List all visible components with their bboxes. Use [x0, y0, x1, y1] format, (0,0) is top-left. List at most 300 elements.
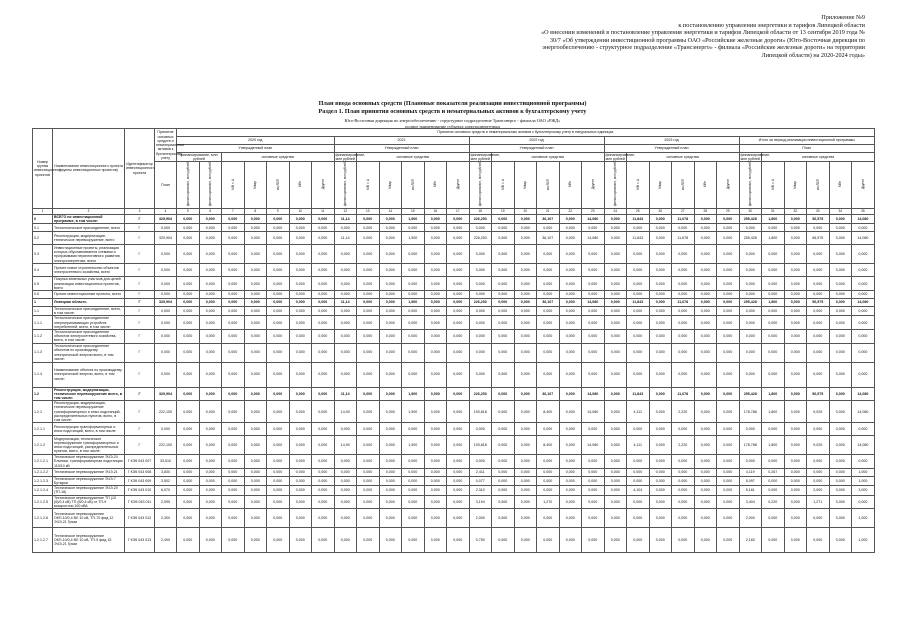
row-value: 0,000 — [852, 245, 875, 264]
row-value: 0,000 — [334, 316, 357, 330]
unit-label: км ЛЭП — [410, 178, 415, 191]
row-value: 0,000 — [469, 316, 492, 330]
row-code: 0.2 — [33, 232, 53, 245]
row-value: 0,000 — [784, 224, 807, 232]
row-value: 5,097 — [739, 476, 762, 485]
row-value: 0,000 — [289, 476, 312, 485]
row-value: 0,000 — [492, 245, 515, 264]
row-value: 0,077 — [469, 476, 492, 485]
row-value: 0,000 — [199, 387, 222, 401]
row-value: 0,000 — [267, 362, 290, 387]
row-value: 0,000 — [267, 486, 290, 495]
row-value: 0,000 — [357, 329, 380, 343]
row-value: 11,678 — [672, 298, 695, 306]
row-value: 0,000 — [649, 245, 672, 264]
row-code: 0.4 — [33, 264, 53, 277]
row-code: 1.2.1.2.6 — [33, 509, 53, 528]
row-value: 0,000 — [447, 343, 470, 362]
row-value: 0,000 — [379, 343, 402, 362]
row-value: 0,000 — [222, 387, 245, 401]
row-value: 0,000 — [492, 232, 515, 245]
col-header-code: Номер группы инвестиционных проектов — [33, 129, 53, 209]
row-name: Техническое перевооружение ЭЧЭ-21 — [53, 468, 125, 476]
row-value: 0,000 — [244, 277, 267, 291]
row-value: 0,000 — [222, 468, 245, 476]
plan-label: Утвержденный план — [604, 145, 739, 153]
row-value: 56,575 — [807, 232, 830, 245]
row-name: Технологическое присоединение, всего, в том числе: — [53, 306, 125, 315]
row-value: 0,000 — [717, 455, 740, 469]
row-value: 0,000 — [672, 455, 695, 469]
row-value: 0,000 — [694, 528, 717, 553]
row-value: 0,000 — [177, 468, 200, 476]
unit-label: Другое — [725, 179, 730, 190]
basic-assets-header: основные средства — [222, 153, 335, 162]
row-value: 0,000 — [424, 232, 447, 245]
row-value: 0,000 — [717, 476, 740, 485]
row-value: 0,000 — [379, 528, 402, 553]
row-value: 9,025 — [807, 436, 830, 455]
appendix-header — [485, 14, 865, 60]
row-value: 0,000 — [312, 436, 335, 455]
row-value: 0,000 — [222, 362, 245, 387]
unit-header — [244, 162, 267, 209]
row-value: 0,000 — [177, 306, 200, 315]
row-value: 0,000 — [627, 329, 650, 343]
row-value: 0,000 — [807, 224, 830, 232]
row-value: 0,000 — [177, 528, 200, 553]
row-value: 0,000 — [199, 306, 222, 315]
row-value: 0,000 — [762, 290, 785, 298]
row-value: 0,000 — [244, 528, 267, 553]
row-value: 0,000 — [672, 423, 695, 436]
row-plan-value: 0,000 — [155, 290, 177, 298]
row-value: 0,000 — [649, 306, 672, 315]
row-value: 0,000 — [244, 495, 267, 509]
row-value: 0,000 — [604, 343, 627, 362]
row-value: 0,000 — [604, 401, 627, 423]
row-value: 0,000 — [177, 423, 200, 436]
row-code: 1.1 — [33, 306, 53, 315]
row-value: 0,000 — [559, 264, 582, 277]
row-value: 0,000 — [357, 387, 380, 401]
row-value: 0,000 — [177, 214, 200, 223]
row-value: 0,000 — [514, 245, 537, 264]
row-value: 0,000 — [604, 468, 627, 476]
row-value: 0,000 — [694, 436, 717, 455]
row-value: 0,000 — [357, 423, 380, 436]
row-value: 0,000 — [514, 290, 537, 298]
unit-label: Другое — [320, 179, 325, 190]
row-value: 0,000 — [244, 214, 267, 223]
row-value: 0,000 — [334, 290, 357, 298]
row-identifier: Г — [125, 298, 155, 306]
row-value: 0,000 — [604, 476, 627, 485]
unit-label: финансирование, млн рублей — [185, 162, 190, 207]
row-value: 0,000 — [492, 264, 515, 277]
row-value: 0,000 — [267, 528, 290, 553]
row-value: 0,000 — [739, 224, 762, 232]
row-value: 0,000 — [559, 495, 582, 509]
row-value: 0,000 — [672, 495, 695, 509]
row-value: 1,900 — [402, 298, 425, 306]
row-value: 0,000 — [199, 290, 222, 298]
row-value: 0,000 — [649, 277, 672, 291]
row-value: 0,000 — [627, 495, 650, 509]
row-value: 0,000 — [514, 455, 537, 469]
row-value: 0,000 — [649, 486, 672, 495]
row-value: 14,080 — [582, 298, 605, 306]
row-value: 0,000 — [739, 329, 762, 343]
row-value: 0,000 — [267, 495, 290, 509]
row-value: 0,000 — [537, 277, 560, 291]
unit-label: Мвар — [253, 180, 258, 189]
basic-assets-header: основные средства — [627, 153, 740, 162]
row-value: 0,000 — [514, 468, 537, 476]
row-value: 0,000 — [604, 528, 627, 553]
row-value: 0,000 — [604, 232, 627, 245]
row-name: Реконструкция, модернизация, техническое перевооружение всего, в том числе: — [53, 387, 125, 401]
row-plan-value: 329,904 — [155, 232, 177, 245]
row-value: 0,000 — [312, 277, 335, 291]
row-value: 0,000 — [829, 387, 852, 401]
row-plan-value: 222,100 — [155, 436, 177, 455]
row-value: 0,000 — [289, 277, 312, 291]
row-value: 0,000 — [672, 290, 695, 298]
row-value: 0,000 — [312, 476, 335, 485]
row-value: 0,000 — [514, 401, 537, 423]
row-value: 0,000 — [649, 224, 672, 232]
row-value: 0,000 — [627, 528, 650, 553]
row-value: 0,000 — [312, 455, 335, 469]
col-header-plan: Принятие основных средств и нематериальных активов к бухгалтерскому учету — [155, 129, 177, 162]
row-value: 0,000 — [514, 306, 537, 315]
row-value: 0,000 — [672, 362, 695, 387]
row-value: 0,000 — [244, 455, 267, 469]
row-value: 1,800 — [762, 436, 785, 455]
row-value: 0,000 — [604, 214, 627, 223]
row-value: 1,000 — [852, 509, 875, 528]
row-value: 0,000 — [199, 401, 222, 423]
row-value: 0,000 — [402, 316, 425, 330]
row-value: 8,400 — [537, 436, 560, 455]
row-value: 0,000 — [222, 316, 245, 330]
row-value: 0,000 — [807, 455, 830, 469]
row-value: 0,000 — [604, 245, 627, 264]
table-row — [33, 495, 875, 509]
row-value: 0,000 — [222, 214, 245, 223]
row-value: 0,000 — [334, 486, 357, 495]
row-value: 0,000 — [649, 290, 672, 298]
row-value: 0,000 — [672, 224, 695, 232]
row-name: Покупка земельных участков для целей реализации инвестиционных проектов, всего — [53, 277, 125, 291]
row-value: 0,000 — [694, 362, 717, 387]
row-value: 0,000 — [852, 495, 875, 509]
row-value: 0,000 — [829, 298, 852, 306]
row-value: 0,000 — [199, 486, 222, 495]
row-value: 0,000 — [672, 528, 695, 553]
row-value: 0,000 — [514, 329, 537, 343]
row-value: 0,000 — [829, 290, 852, 298]
row-identifier: Г — [125, 401, 155, 423]
row-value: 2,000 — [469, 509, 492, 528]
row-value: 0,000 — [357, 455, 380, 469]
row-value: 0,000 — [447, 264, 470, 277]
column-index: 34 — [829, 208, 852, 214]
row-value: 0,000 — [784, 329, 807, 343]
row-value: 0,000 — [537, 486, 560, 495]
row-value: 0,000 — [447, 298, 470, 306]
row-value: 0,000 — [312, 509, 335, 528]
row-value: 0,000 — [627, 264, 650, 277]
row-value: 0,000 — [807, 343, 830, 362]
row-value: 0,000 — [492, 277, 515, 291]
row-value: 0,000 — [784, 528, 807, 553]
column-index: 17 — [447, 208, 470, 214]
row-value: 0,000 — [289, 290, 312, 298]
row-value: 0,000 — [379, 316, 402, 330]
row-value: 0,000 — [762, 455, 785, 469]
row-value: 0,000 — [402, 468, 425, 476]
row-plan-value: 329,904 — [155, 214, 177, 223]
unit-label: финансирование, млн рублей — [343, 162, 348, 207]
row-plan-value: 0,000 — [155, 423, 177, 436]
row-value: 0,000 — [402, 224, 425, 232]
row-value: 0,000 — [402, 245, 425, 264]
row-value: 0,000 — [334, 224, 357, 232]
row-value: 0,000 — [402, 486, 425, 495]
row-value: 0,000 — [424, 290, 447, 298]
row-value: 0,000 — [672, 509, 695, 528]
unit-header — [717, 162, 740, 209]
row-value: 0,000 — [762, 264, 785, 277]
table-row — [33, 436, 875, 455]
row-value: 0,000 — [402, 455, 425, 469]
finance-header: финансирование, млн рублей — [740, 153, 771, 162]
row-value: 0,000 — [829, 423, 852, 436]
row-value: 0,000 — [829, 362, 852, 387]
row-value: 0,000 — [649, 476, 672, 485]
column-index: 14 — [379, 208, 402, 214]
row-value: 0,000 — [289, 362, 312, 387]
row-value: 0,000 — [267, 245, 290, 264]
row-value: 0,000 — [537, 329, 560, 343]
row-value: 0,000 — [222, 476, 245, 485]
row-value: 0,000 — [807, 316, 830, 330]
row-value: 0,000 — [582, 528, 605, 553]
row-value: 0,000 — [559, 329, 582, 343]
row-value: 0,000 — [289, 316, 312, 330]
row-value: 0,000 — [447, 528, 470, 553]
unit-header — [402, 162, 425, 209]
row-value: 14,90 — [334, 436, 357, 455]
row-value: 0,000 — [312, 306, 335, 315]
row-value: 0,000 — [739, 245, 762, 264]
row-value: 0,000 — [357, 306, 380, 315]
row-identifier: Г — [125, 232, 155, 245]
row-value: 0,000 — [424, 362, 447, 387]
row-value: 0,000 — [199, 455, 222, 469]
table-row — [33, 306, 875, 315]
row-value: 0,000 — [672, 306, 695, 315]
row-value: 3,194 — [469, 495, 492, 509]
row-value: 0,000 — [559, 316, 582, 330]
row-value: 0,000 — [447, 468, 470, 476]
row-value: 0,000 — [559, 476, 582, 485]
row-value: 0,000 — [829, 277, 852, 291]
unit-label: Другое — [860, 179, 865, 190]
row-code: 1 — [33, 298, 53, 306]
row-value: 0,000 — [244, 486, 267, 495]
row-value: 0,000 — [807, 306, 830, 315]
row-code: 1.2 — [33, 387, 53, 401]
plan-label: Утвержденный план — [177, 145, 335, 153]
unit-header — [694, 162, 717, 209]
unit-label: МВ×А — [635, 179, 640, 191]
row-value: 0,000 — [177, 509, 200, 528]
row-value: 0,000 — [717, 329, 740, 343]
row-value: 0,000 — [222, 423, 245, 436]
row-value: 0,000 — [582, 264, 605, 277]
row-value: 0,000 — [537, 423, 560, 436]
row-value: 0,000 — [199, 232, 222, 245]
unit-header — [537, 162, 560, 209]
row-value: 0,000 — [312, 528, 335, 553]
row-value: 0,000 — [289, 423, 312, 436]
row-value: 0,000 — [289, 509, 312, 528]
row-value: 0,000 — [694, 245, 717, 264]
row-identifier: Г КЭ5 043 007 — [125, 455, 155, 469]
row-value: 0,000 — [177, 401, 200, 423]
row-value: 0,000 — [379, 245, 402, 264]
row-value: 0,000 — [357, 290, 380, 298]
row-value: 0,000 — [514, 277, 537, 291]
finance-header: финансирование, млн рублей — [335, 153, 366, 162]
row-value: 0,000 — [334, 264, 357, 277]
row-value: 226,253 — [469, 387, 492, 401]
row-value: 0,000 — [492, 509, 515, 528]
row-value: 0,000 — [424, 224, 447, 232]
row-value: 0,000 — [627, 509, 650, 528]
column-index: 23 — [582, 208, 605, 214]
row-value: 0,000 — [312, 401, 335, 423]
table-row — [33, 509, 875, 528]
row-value: 0,000 — [694, 495, 717, 509]
row-value: 0,000 — [177, 343, 200, 362]
row-identifier: Г КЭ5 043 013 — [125, 528, 155, 553]
column-index: 5 — [177, 208, 200, 214]
row-value: 0,000 — [649, 468, 672, 476]
row-value: 0,000 — [469, 306, 492, 315]
unit-label: МВ×А — [770, 179, 775, 191]
unit-label: Мвар — [658, 180, 663, 189]
column-index: 33 — [807, 208, 830, 214]
row-plan-value: 2,095 — [155, 495, 177, 509]
unit-label: Мвар — [793, 180, 798, 189]
row-identifier: Г — [125, 277, 155, 291]
row-value: 0,000 — [289, 306, 312, 315]
unit-header — [222, 162, 245, 209]
row-value: 0,000 — [379, 290, 402, 298]
appendix-line: энергообеспечению - структурное подразделение «Трансэнерго» - филиала «Российские железные дороги» на территории — [542, 44, 865, 52]
unit-label: МВт — [568, 181, 573, 188]
row-value: 4,111 — [627, 436, 650, 455]
row-value: 0,000 — [784, 509, 807, 528]
row-plan-value: 3,830 — [155, 468, 177, 476]
row-code: 1.2.1.2 — [33, 436, 53, 455]
row-value: 14,080 — [582, 232, 605, 245]
row-value: 0,000 — [514, 316, 537, 330]
row-value: 0,000 — [784, 316, 807, 330]
row-value: 0,000 — [559, 214, 582, 223]
row-value: 0,000 — [694, 343, 717, 362]
row-code: 1.1.2 — [33, 329, 53, 343]
unit-header — [852, 162, 875, 209]
row-value: 0,000 — [312, 214, 335, 223]
row-value: 4,119 — [739, 468, 762, 476]
row-value: 0,000 — [334, 528, 357, 553]
row-value: 0,000 — [312, 468, 335, 476]
row-value: 0,000 — [267, 509, 290, 528]
row-value: 0,000 — [694, 329, 717, 343]
row-value: 0,000 — [762, 277, 785, 291]
finance-header: финансирование, млн рублей — [605, 153, 636, 162]
row-value: 255,428 — [739, 214, 762, 223]
row-name: Техническое перевооружение ЭЧЭ-24 Ельники, трансформаторная подстанция 110/10 кВ — [54, 455, 123, 468]
row-code: 1.2.1.2.1 — [33, 455, 53, 469]
row-identifier: Г — [125, 245, 155, 264]
row-value: 0,000 — [469, 343, 492, 362]
unit-label: МВт — [703, 181, 708, 188]
table-row — [33, 528, 875, 553]
row-code: 1.1.3 — [33, 343, 53, 362]
row-value: 178,788 — [739, 436, 762, 455]
row-value: 0,000 — [222, 343, 245, 362]
row-value: 1,271 — [807, 495, 830, 509]
row-value: 0,000 — [649, 495, 672, 509]
row-value: 0,000 — [514, 495, 537, 509]
finance-unit-header — [604, 162, 627, 209]
row-value: 0,000 — [199, 316, 222, 330]
row-value: 0,000 — [784, 401, 807, 423]
row-value: 0,000 — [762, 528, 785, 553]
row-identifier: Г — [125, 423, 155, 436]
row-value: 0,000 — [402, 362, 425, 387]
row-code: 0.5 — [33, 277, 53, 291]
row-value: 255,428 — [739, 387, 762, 401]
row-value: 0,000 — [829, 245, 852, 264]
row-value: 0,000 — [739, 264, 762, 277]
row-value: 0,000 — [357, 277, 380, 291]
row-value: 1,800 — [762, 387, 785, 401]
row-value: 0,000 — [717, 298, 740, 306]
row-value: 0,000 — [784, 290, 807, 298]
finance-unit-header — [739, 162, 762, 209]
row-value: 0,000 — [784, 476, 807, 485]
row-value: 1,800 — [762, 232, 785, 245]
row-value: 0,000 — [244, 290, 267, 298]
row-code: 1.2.1.2.3 — [33, 476, 53, 485]
row-value: 36,107 — [537, 298, 560, 306]
row-value: 36,107 — [537, 214, 560, 223]
unit-label: км ЛЭП — [680, 178, 685, 191]
row-plan-value: 329,904 — [155, 387, 177, 401]
row-name: Модернизация, техническое перевооружение трансформаторных и иных подстанций, распределительных пунктов, всего, в том числе: — [53, 436, 125, 455]
row-value: 0,000 — [807, 509, 830, 528]
row-value: 0,000 — [627, 245, 650, 264]
column-index: 10 — [289, 208, 312, 214]
row-code: 1.2.1.1 — [33, 423, 53, 436]
